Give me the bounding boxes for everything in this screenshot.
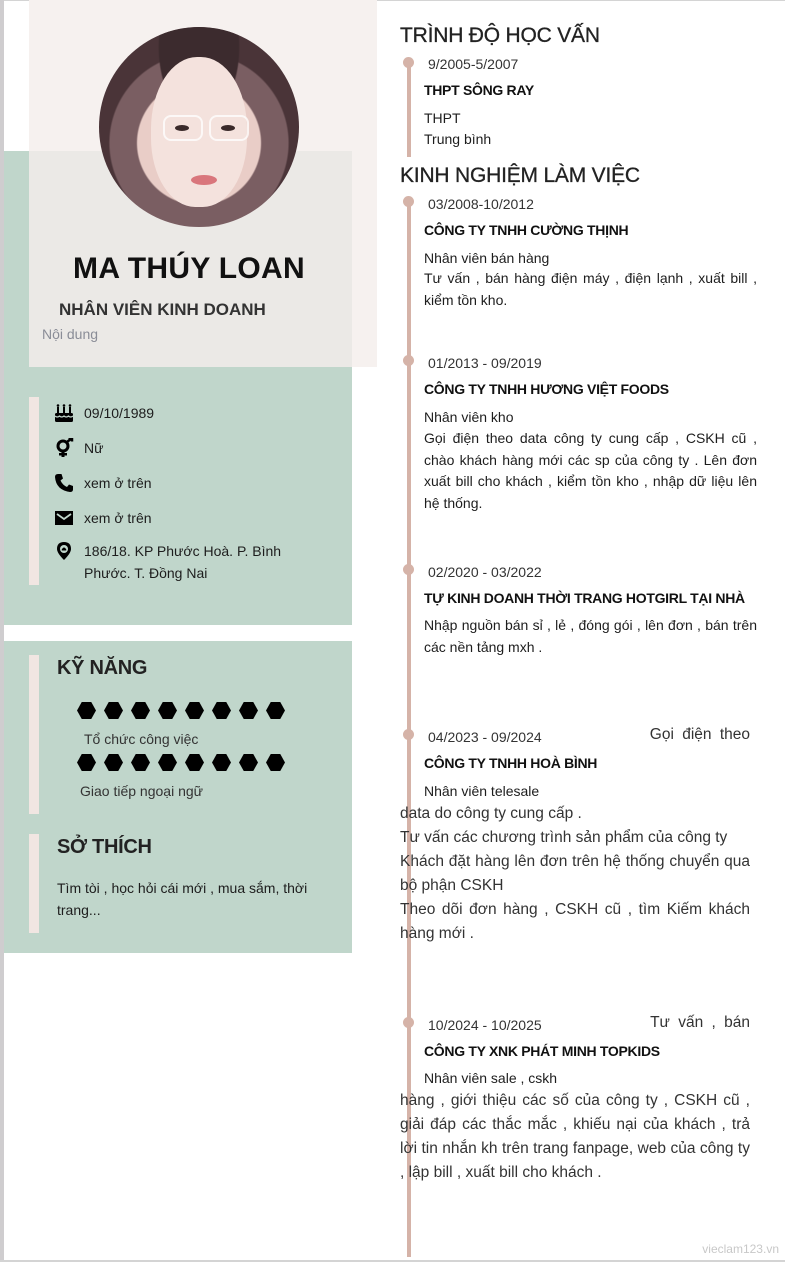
timeline-dot bbox=[403, 729, 414, 740]
contact-birthday bbox=[54, 402, 154, 424]
phone-icon bbox=[54, 473, 74, 493]
experience-description-line: data do công ty cung cấp . bbox=[400, 805, 582, 822]
email-value: xem ở trên bbox=[84, 510, 152, 526]
education-school: THPT SÔNG RAY bbox=[424, 82, 534, 98]
experience-date: 10/2024 - 10/2025 bbox=[428, 1017, 542, 1033]
skills-heading: KỸ NĂNG bbox=[57, 657, 148, 679]
avatar-lips bbox=[191, 175, 217, 185]
timeline-dot bbox=[403, 1017, 414, 1028]
experience-company: TỰ KINH DOANH THỜI TRANG HOTGIRL TẠI NHÀ bbox=[424, 590, 745, 606]
skills-accent-bar bbox=[29, 655, 39, 814]
rating-hexagon-icon bbox=[212, 702, 231, 719]
rating-hexagon-icon bbox=[77, 702, 96, 719]
timeline-dot bbox=[403, 564, 414, 575]
experience-company: CÔNG TY TNHH HƯƠNG VIỆT FOODS bbox=[424, 381, 669, 397]
candidate-position: NHÂN VIÊN KINH DOANH bbox=[59, 300, 266, 319]
experience-company: CÔNG TY XNK PHÁT MINH TOPKIDS bbox=[424, 1043, 660, 1059]
candidate-subtitle: Nội dung bbox=[42, 326, 99, 342]
location-pin-icon bbox=[54, 541, 74, 561]
experience-description-line: Theo dõi đơn hàng , CSKH cũ , tìm Kiếm khách hàng mới . bbox=[400, 901, 750, 942]
skill-label: Tổ chức công việc bbox=[84, 731, 199, 747]
education-level: THPT bbox=[424, 110, 461, 126]
experience-date: 01/2013 - 09/2019 bbox=[428, 355, 542, 371]
education-grade: Trung bình bbox=[424, 131, 492, 147]
rating-hexagon-icon bbox=[212, 754, 231, 771]
experience-role: Nhân viên bán hàng bbox=[424, 250, 550, 266]
address-value: 186/18. KP Phước Hoà. P. Bình Phước. T. Đồng Nai bbox=[84, 543, 282, 581]
experience-heading: KINH NGHIỆM LÀM VIỆC bbox=[400, 164, 640, 187]
hobbies-heading: SỞ THÍCH bbox=[57, 836, 152, 858]
birthday-cake-icon bbox=[54, 403, 74, 423]
experience-description-line: hàng , giới thiệu các số của công ty , CSKH cũ , giải đáp các thắc mắc , khiếu nại của khách , trả lời tin nhắn kh trên trang fanpage, web của công ty , lập bill , xuất bill cho khách . bbox=[400, 1092, 750, 1181]
rating-hexagon-icon bbox=[266, 754, 285, 771]
skill-rating-language bbox=[77, 754, 285, 771]
rating-hexagon-icon bbox=[104, 754, 123, 771]
rating-hexagon-icon bbox=[104, 702, 123, 719]
rating-hexagon-icon bbox=[131, 702, 150, 719]
rating-hexagon-icon bbox=[266, 702, 285, 719]
skill-label: Giao tiếp ngoại ngữ bbox=[80, 783, 204, 799]
rating-hexagon-icon bbox=[239, 702, 258, 719]
experience-date: 03/2008-10/2012 bbox=[428, 196, 534, 212]
experience-description: Nhập nguồn bán sỉ , lẻ , đóng gói , lên đơn , bán trên các nền tảng mxh . bbox=[424, 617, 757, 655]
experience-role: Nhân viên sale , cskh bbox=[424, 1070, 558, 1086]
experience-description-start: Tư vấn , bán bbox=[650, 1014, 750, 1031]
rating-hexagon-icon bbox=[185, 702, 204, 719]
candidate-name: MA THÚY LOAN bbox=[73, 252, 305, 285]
education-timeline bbox=[407, 62, 411, 157]
rating-hexagon-icon bbox=[239, 754, 258, 771]
contact-email bbox=[54, 507, 152, 529]
experience-description-line: Tư vấn các chương trình sản phẩm của công ty bbox=[400, 829, 728, 846]
timeline-dot bbox=[403, 355, 414, 366]
timeline-dot bbox=[403, 196, 414, 207]
timeline-dot bbox=[403, 57, 414, 68]
education-date: 9/2005-5/2007 bbox=[428, 56, 519, 72]
birthday-value: 09/10/1989 bbox=[84, 405, 155, 421]
experience-description-line: Khách đặt hàng lên đơn trên hệ thống chuyển qua bộ phận CSKH bbox=[400, 853, 750, 894]
avatar-glasses bbox=[209, 115, 249, 141]
experience-description: Gọi điện theo data công ty cung cấp , CSKH cũ , chào khách hàng mới các sp của công ty . Lên đơn xuất bill cho khách , kiểm tồn kho , nhập dữ liệu lên hệ thống. bbox=[424, 430, 757, 511]
experience-company: CÔNG TY TNHH HOÀ BÌNH bbox=[424, 755, 598, 771]
rating-hexagon-icon bbox=[158, 754, 177, 771]
experience-date: 02/2020 - 03/2022 bbox=[428, 564, 542, 580]
experience-role: Nhân viên telesale bbox=[424, 783, 540, 799]
experience-description-start: Gọi điện theo bbox=[649, 726, 750, 743]
experience-date: 04/2023 - 09/2024 bbox=[428, 729, 542, 745]
skill-rating-organization bbox=[77, 702, 285, 719]
hobbies-accent-bar bbox=[29, 834, 39, 933]
gender-icon bbox=[54, 438, 74, 458]
phone-value: xem ở trên bbox=[84, 475, 152, 491]
rating-hexagon-icon bbox=[158, 702, 177, 719]
experience-company: CÔNG TY TNHH CƯỜNG THỊNH bbox=[424, 222, 629, 238]
education-heading: TRÌNH ĐỘ HỌC VẤN bbox=[400, 24, 600, 47]
experience-description: Tư vấn , bán hàng điện máy , điện lạnh , xuất bill , kiểm tồn kho. bbox=[424, 270, 757, 308]
gender-value: Nữ bbox=[84, 440, 104, 456]
contact-phone bbox=[54, 472, 152, 494]
email-icon bbox=[54, 508, 74, 528]
hobbies-text: Tìm tòi , học hỏi cái mới , mua sắm, thời trang... bbox=[57, 880, 308, 918]
rating-hexagon-icon bbox=[77, 754, 96, 771]
contact-accent-bar bbox=[29, 397, 39, 585]
avatar bbox=[99, 27, 299, 227]
rating-hexagon-icon bbox=[185, 754, 204, 771]
rating-hexagon-icon bbox=[131, 754, 150, 771]
experience-role: Nhân viên kho bbox=[424, 409, 514, 425]
contact-address bbox=[54, 540, 304, 584]
contact-gender bbox=[54, 437, 103, 459]
watermark: vieclam123.vn bbox=[702, 1242, 779, 1256]
avatar-glasses bbox=[163, 115, 203, 141]
